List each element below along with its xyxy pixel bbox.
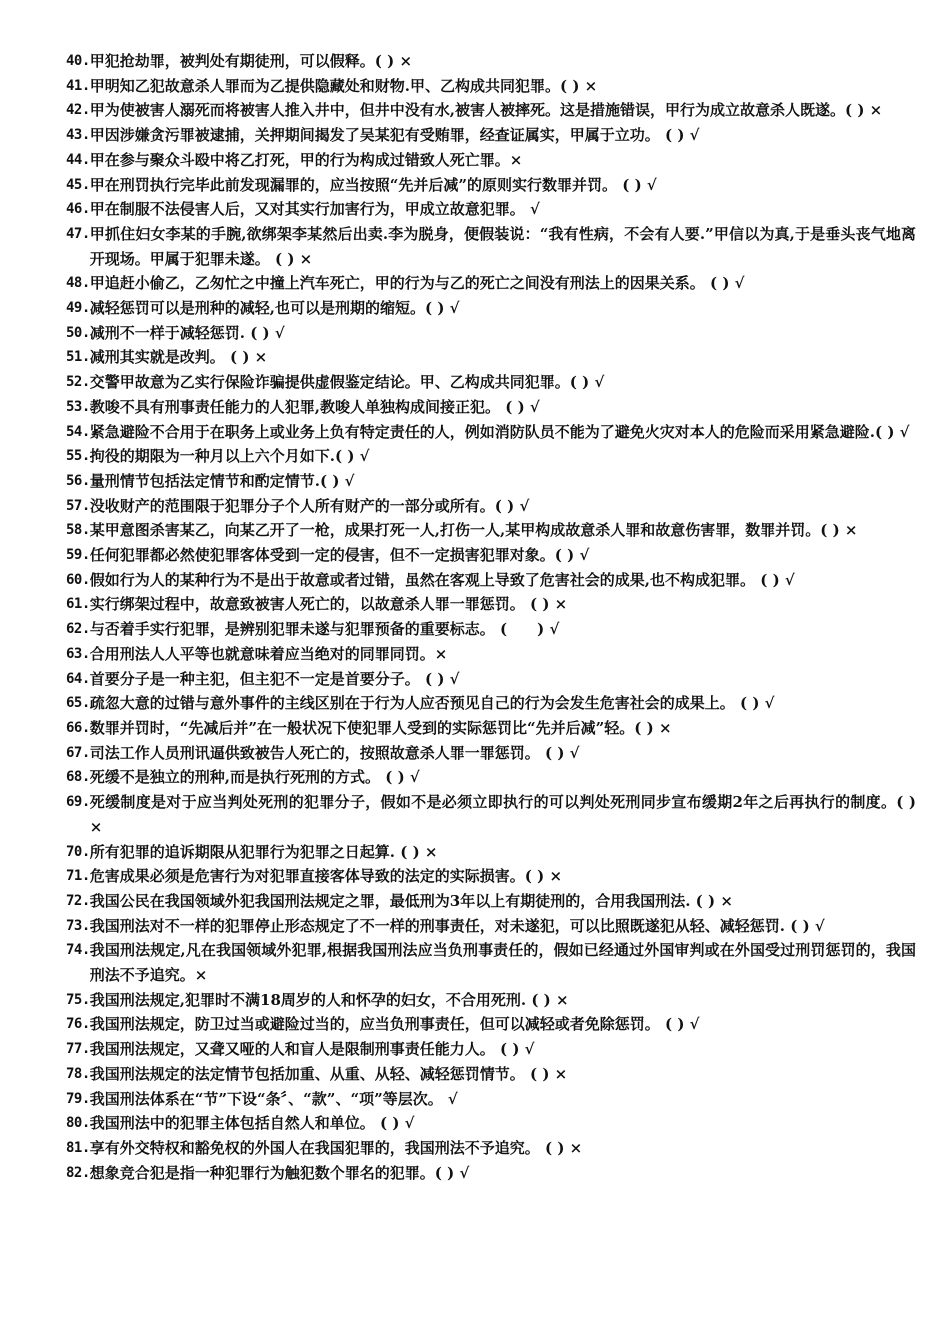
question-text: 甲明知乙犯故意杀人罪而为乙提供隐藏处和财物.甲、乙构成共同犯罪。( ) ×	[89, 76, 598, 95]
question-item	[66, 222, 916, 271]
question-text: 数罪并罚时，“先减后并”在一般状况下使犯罪人受到的实际惩罚比“先并后减”轻。( ) ×	[89, 718, 672, 737]
question-item	[66, 741, 916, 766]
question-number: 54.	[66, 423, 90, 440]
question-text: 甲因涉嫌贪污罪被逮捕，关押期间揭发了吴某犯有受贿罪，经查证属实，甲属于立功。 ( ) √	[89, 126, 700, 145]
question-item	[66, 1111, 916, 1136]
question-item	[66, 592, 916, 617]
question-number: 75.	[66, 991, 90, 1008]
question-text: 某甲意图杀害某乙，向某乙开了一枪，成果打死一人,打伤一人,某甲构成故意杀人罪和故意伤害罪，数罪并罚。( ) ×	[89, 521, 858, 540]
question-number: 70.	[66, 843, 90, 860]
question-number: 65.	[66, 695, 90, 712]
question-text: 首要分子是一种主犯，但主犯不一定是首要分子。 ( ) √	[89, 669, 460, 688]
question-text: 危害成果必须是危害行为对犯罪直接客体导致的法定的实际损害。( ) ×	[89, 867, 563, 886]
question-number: 66.	[66, 719, 90, 736]
question-number: 46.	[66, 201, 90, 218]
question-item	[66, 74, 916, 99]
question-text: 我国刑法规定,凡在我国领域外犯罪,根据我国刑法应当负刑事责任的，假如已经通过外国审判或在外国受过刑罚惩罚的，我国刑法不予追究。×	[89, 941, 916, 985]
question-text: 我国公民在我国领域外犯我国刑法规定之罪，最低刑为3年以上有期徒刑的，合用我国刑法. ( ) ×	[89, 891, 733, 910]
question-number: 42.	[66, 102, 90, 119]
question-item	[66, 765, 916, 790]
question-item	[66, 568, 916, 593]
question-text: 我国刑法规定,犯罪时不满18周岁的人和怀孕的妇女，不合用死刑. ( ) ×	[89, 990, 569, 1009]
question-item	[66, 1136, 916, 1161]
question-text: 任何犯罪都必然使犯罪客体受到一定的侵害，但不一定损害犯罪对象。( ) √	[89, 546, 590, 565]
question-item	[66, 1161, 916, 1186]
question-number: 49.	[66, 300, 90, 317]
question-item	[66, 494, 916, 519]
question-number: 53.	[66, 398, 90, 415]
question-number: 58.	[66, 522, 90, 539]
question-text: 我国刑法规定，又聋又哑的人和盲人是限制刑事责任能力人。 ( ) √	[89, 1040, 535, 1059]
question-number: 55.	[66, 448, 90, 465]
question-item	[66, 1087, 916, 1112]
question-item	[66, 197, 916, 222]
question-number: 73.	[66, 917, 90, 934]
question-item	[66, 642, 916, 667]
question-item	[66, 691, 916, 716]
question-text: 甲犯抢劫罪，被判处有期徒刑，可以假释。( ) ×	[89, 52, 413, 70]
question-item	[66, 790, 916, 839]
question-text: 所有犯罪的追诉期限从犯罪行为犯罪之日起算. ( ) ×	[89, 842, 438, 861]
question-item	[66, 444, 916, 469]
question-number: 81.	[66, 1139, 90, 1156]
question-text: 教唆不具有刑事责任能力的人犯罪,教唆人单独构成间接正犯。 ( ) √	[89, 397, 540, 416]
question-text: 甲在刑罚执行完毕此前发现漏罪的，应当按照“先并后减”的原则实行数罪并罚。 ( ) √	[89, 175, 657, 194]
question-text: 享有外交特权和豁免权的外国人在我国犯罪的，我国刑法不予追究。 ( ) ×	[89, 1138, 583, 1157]
question-item	[66, 1062, 916, 1087]
question-text: 紧急避险不合用于在职务上或业务上负有特定责任的人，例如消防队员不能为了避免火灾对本人的危险而采用紧急避险.( ) √	[89, 422, 910, 441]
question-text: 我国刑法规定的法定情节包括加重、从重、从轻、减轻惩罚情节。 ( ) ×	[89, 1064, 568, 1083]
question-text: 合用刑法人人平等也就意味着应当绝对的同罪同罚。×	[89, 644, 448, 663]
question-item	[66, 938, 916, 987]
question-text: 假如行为人的某种行为不是出于故意或者过错，虽然在客观上导致了危害社会的成果,也不构成犯罪。 ( ) √	[89, 570, 795, 589]
question-number: 50.	[66, 324, 90, 341]
question-text: 甲追赶小偷乙，乙匆忙之中撞上汽车死亡，甲的行为与乙的死亡之间没有刑法上的因果关系。 ( ) √	[89, 274, 745, 293]
question-text: 甲在制服不法侵害人后，又对其实行加害行为，甲成立故意犯罪。 √	[89, 200, 540, 219]
question-number: 72.	[66, 892, 90, 909]
question-item	[66, 914, 916, 939]
question-item	[66, 123, 916, 148]
question-item	[66, 617, 916, 642]
question-number: 69.	[66, 794, 90, 811]
question-number: 63.	[66, 645, 90, 662]
question-text: 交警甲故意为乙实行保险诈骗提供虚假鉴定结论。甲、乙构成共同犯罪。( ) √	[89, 373, 605, 392]
question-text: 我国刑法体系在“节”下设“条〞、“款”、“项”等层次。 √	[89, 1089, 458, 1108]
question-number: 71.	[66, 868, 90, 885]
question-text: 我国刑法规定，防卫过当或避险过当的，应当负刑事责任，但可以减轻或者免除惩罚。 ( ) √	[89, 1015, 700, 1034]
question-text: 死缓制度是对于应当判处死刑的犯罪分子，假如不是必须立即执行的可以判处死刑同步宣布缓期2年之后再执行的制度。( ) ×	[89, 793, 916, 836]
question-number: 52.	[66, 374, 90, 391]
question-number: 48.	[66, 275, 90, 292]
question-number: 68.	[66, 769, 90, 786]
document-page	[66, 49, 916, 1185]
question-number: 45.	[66, 176, 90, 193]
question-text: 拘役的期限为一种月以上六个月如下.( ) √	[89, 447, 370, 466]
question-number: 61.	[66, 596, 90, 613]
question-item	[66, 420, 916, 445]
question-number: 67.	[66, 744, 90, 761]
question-text: 想象竞合犯是指一种犯罪行为触犯数个罪名的犯罪。( ) √	[89, 1163, 470, 1182]
question-text: 没收财产的范围限于犯罪分子个人所有财产的一部分或所有。( ) √	[89, 496, 530, 515]
question-item	[66, 271, 916, 296]
question-number: 82.	[66, 1164, 90, 1181]
question-text: 疏忽大意的过错与意外事件的主线区别在于行为人应否预见自己的行为会发生危害社会的成果上。 ( ) √	[89, 694, 775, 713]
question-text: 甲抓住妇女李某的手腕,欲绑架李某然后出卖.李为脱身，便假装说：“我有性病，不会有人要.”甲信以为真,于是垂头丧气地离开现场。甲属于犯罪未遂。 ( ) ×	[89, 224, 916, 268]
question-item	[66, 370, 916, 395]
question-number: 78.	[66, 1065, 90, 1082]
question-number: 77.	[66, 1041, 90, 1058]
question-text: 量刑情节包括法定情节和酌定情节.( ) √	[89, 471, 355, 490]
question-number: 60.	[66, 571, 90, 588]
question-number: 56.	[66, 472, 90, 489]
question-item	[66, 395, 916, 420]
question-number: 41.	[66, 77, 90, 94]
question-item	[66, 716, 916, 741]
question-item	[66, 345, 916, 370]
question-item	[66, 889, 916, 914]
question-number: 47.	[66, 225, 90, 242]
question-item	[66, 296, 916, 321]
question-item	[66, 543, 916, 568]
question-number: 57.	[66, 497, 90, 514]
question-item	[66, 1037, 916, 1062]
question-item	[66, 469, 916, 494]
question-text: 司法工作人员刑讯逼供致被告人死亡的，按照故意杀人罪一罪惩罚。 ( ) √	[89, 743, 580, 762]
question-item	[66, 988, 916, 1013]
question-item	[66, 49, 916, 74]
question-text: 与否着手实行犯罪，是辨别犯罪未遂与犯罪预备的重要标志。 ( ) √	[89, 620, 560, 639]
question-number: 76.	[66, 1016, 90, 1033]
question-item	[66, 148, 916, 173]
question-text: 我国刑法中的犯罪主体包括自然人和单位。 ( ) √	[89, 1114, 415, 1133]
question-item	[66, 864, 916, 889]
question-text: 甲为使被害人溺死而将被害人推入井中，但井中没有水,被害人被摔死。这是措施错误，甲行为成立故意杀人既遂。( ) ×	[89, 101, 883, 120]
question-text: 减刑不一样于减轻惩罚. ( ) √	[89, 323, 285, 342]
question-text: 甲在参与聚众斗殴中将乙打死，甲的行为构成过错致人死亡罪。×	[89, 150, 523, 169]
question-item	[66, 321, 916, 346]
question-item	[66, 98, 916, 123]
question-number: 80.	[66, 1115, 90, 1132]
question-text: 死缓不是独立的刑种,而是执行死刑的方式。 ( ) √	[89, 768, 420, 787]
question-number: 44.	[66, 151, 90, 168]
question-number: 40.	[66, 53, 90, 69]
question-item	[66, 1012, 916, 1037]
question-number: 62.	[66, 621, 90, 638]
question-text: 减轻惩罚可以是刑种的减轻,也可以是刑期的缩短。( ) √	[89, 299, 460, 318]
question-text: 我国刑法对不一样的犯罪停止形态规定了不一样的刑事责任，对未遂犯，可以比照既遂犯从轻、减轻惩罚. ( ) √	[89, 916, 825, 935]
question-item	[66, 173, 916, 198]
question-number: 43.	[66, 127, 90, 144]
question-number: 64.	[66, 670, 90, 687]
question-item	[66, 840, 916, 865]
question-item	[66, 518, 916, 543]
question-number: 59.	[66, 547, 90, 564]
question-text: 实行绑架过程中，故意致被害人死亡的，以故意杀人罪一罪惩罚。 ( ) ×	[89, 595, 568, 614]
question-number: 74.	[66, 942, 90, 959]
question-number: 51.	[66, 349, 90, 366]
question-text: 减刑其实就是改判。 ( ) ×	[89, 348, 268, 367]
question-number: 79.	[66, 1090, 90, 1107]
question-item	[66, 667, 916, 692]
